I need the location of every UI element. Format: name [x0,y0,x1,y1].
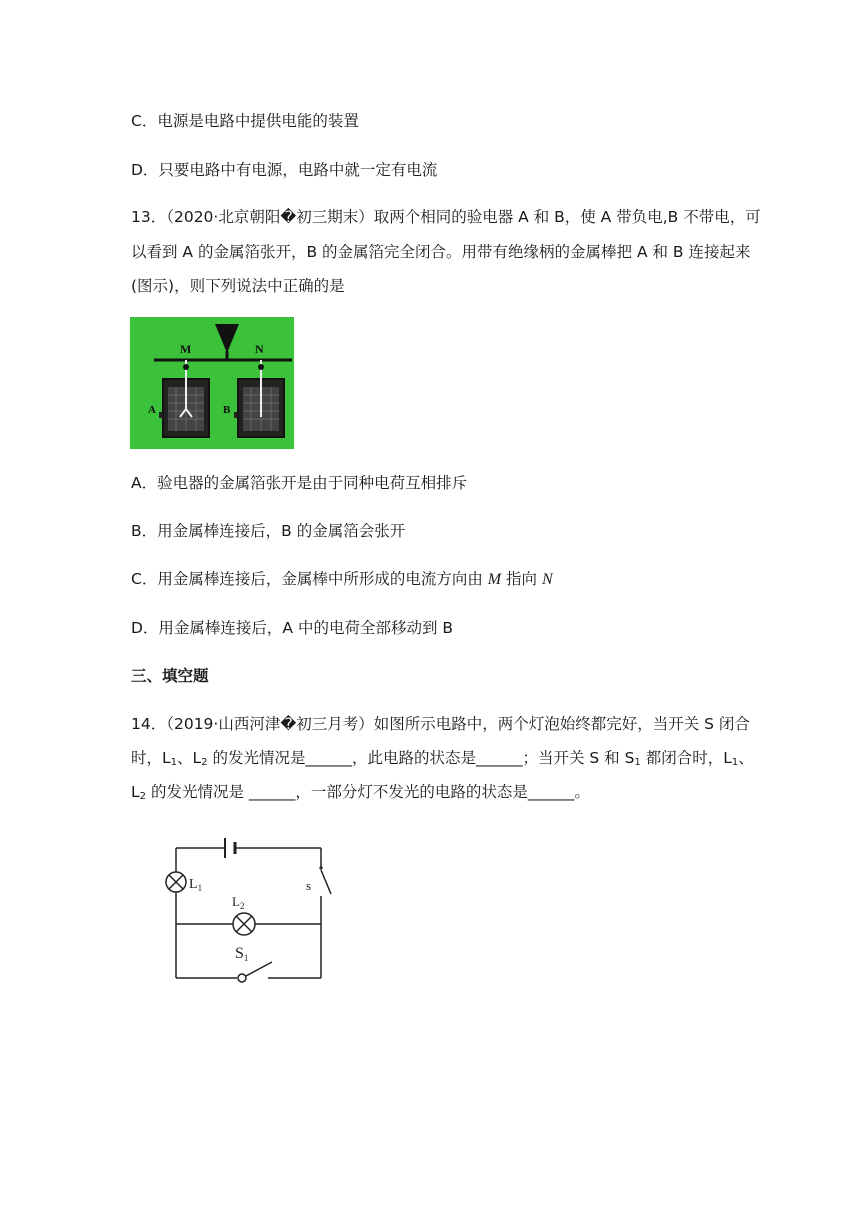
q13-option-a: A．验电器的金属箔张开是由于同种电荷互相排斥 [131,474,468,492]
lamp-l1 [166,872,186,892]
q13-option-b: B．用金属棒连接后，B 的金属箔会张开 [131,522,406,540]
label-a: A [148,404,156,416]
q14-stem-line1: 14．（2019·山西河津�初三月考）如图所示电路中，两个灯泡始终都完好，当开关 S 闭合 [131,715,750,733]
q14-stem-line2: 时，$L_1$、$L_2$ 的发光情况是______，此电路的状态是______；当开关 S 和 $S_1$ 都闭合时，$L_1$、 [131,749,754,768]
label-n: N [255,342,264,356]
label-s1: S1 [235,945,249,963]
label-l1: $L_1$ [189,877,203,893]
label-b: B [223,404,231,416]
q13-stem-line2: 以看到 A 的金属箔张开，B 的金属箔完全闭合。用带有绝缘柄的金属棒把 A 和 B 连接起来 [131,243,751,261]
q13-option-c: C．用金属棒连接后，金属棒中所形成的电流方向由 M 指向 N [131,570,553,588]
label-l2: $L_2$ [232,894,245,911]
switch-s1 [246,962,272,976]
q12-option-c: C．电源是电路中提供电能的装置 [131,112,359,130]
section-title: 三、填空题 [131,667,209,685]
q13-stem-line3: (图示)，则下列说法中正确的是 [131,277,345,295]
q13-option-d: D．用金属棒连接后，A 中的电荷全部移动到 B [131,619,454,637]
lamp-l2 [233,913,255,935]
q13-stem-line1: 13．（2020·北京朝阳�初三期末）取两个相同的验电器 A 和 B，使 A 带负电,B 不带电，可 [131,208,761,226]
circuit-diagram [155,830,335,990]
electroscope-figure [130,317,294,449]
label-s: s [306,878,312,893]
q14-stem-line3: $L_2$ 的发光情况是 ______，一部分灯不发光的电路的状态是______。 [131,783,590,802]
switch-s [321,870,331,894]
q12-option-d: D．只要电路中有电源，电路中就一定有电流 [131,161,438,179]
label-m: M [180,342,192,356]
